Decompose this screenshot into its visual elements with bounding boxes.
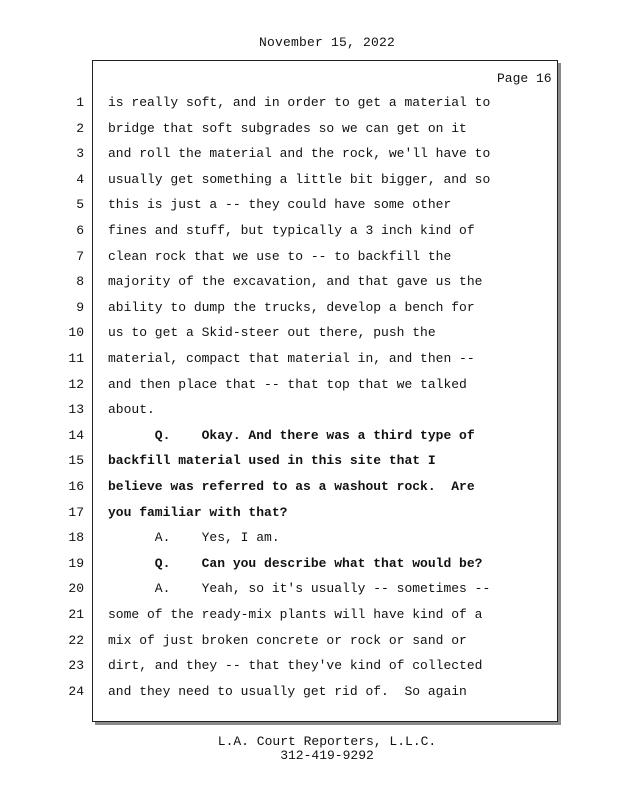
transcript-line: and then place that -- that top that we talked — [108, 377, 467, 392]
transcript-date: November 15, 2022 — [258, 35, 396, 50]
transcript-line: is really soft, and in order to get a material to — [108, 95, 491, 110]
footer-company: L.A. Court Reporters, L.L.C. — [217, 734, 437, 749]
transcript-line: fines and stuff, but typically a 3 inch kind of — [108, 223, 475, 238]
line-number: 1 — [76, 95, 84, 110]
line-number: 23 — [68, 658, 84, 673]
transcript-line: dirt, and they -- that they've kind of collected — [108, 658, 483, 673]
transcript-line: usually get something a little bit bigger, and so — [108, 172, 491, 187]
line-number: 7 — [76, 249, 84, 264]
transcript-question-line: believe was referred to as a washout rock. Are — [108, 479, 475, 494]
line-number: 2 — [76, 121, 84, 136]
page-number: Page 16 — [497, 71, 552, 86]
transcript-question-line: backfill material used in this site that I — [108, 453, 436, 468]
line-number: 22 — [68, 633, 84, 648]
line-number: 16 — [68, 479, 84, 494]
line-number: 5 — [76, 197, 84, 212]
line-number: 6 — [76, 223, 84, 238]
transcript-line: bridge that soft subgrades so we can get on it — [108, 121, 467, 136]
line-number: 19 — [68, 556, 84, 571]
transcript-question-line: Q. Okay. And there was a third type of — [108, 428, 475, 443]
transcript-line: A. Yeah, so it's usually -- sometimes -- — [108, 581, 491, 596]
transcript-line: some of the ready-mix plants will have kind of a — [108, 607, 483, 622]
transcript-line: A. Yes, I am. — [108, 530, 280, 545]
transcript-line: clean rock that we use to -- to backfill the — [108, 249, 452, 264]
line-number: 10 — [68, 325, 84, 340]
line-number: 3 — [76, 146, 84, 161]
transcript-line: ability to dump the trucks, develop a bench for — [108, 300, 475, 315]
line-number: 13 — [68, 402, 84, 417]
transcript-line: this is just a -- they could have some other — [108, 197, 452, 212]
transcript-line: mix of just broken concrete or rock or sand or — [108, 633, 467, 648]
line-number: 8 — [76, 274, 84, 289]
transcript-line: majority of the excavation, and that gave us the — [108, 274, 483, 289]
line-number: 14 — [68, 428, 84, 443]
line-number: 4 — [76, 172, 84, 187]
footer-phone: 312-419-9292 — [280, 748, 374, 763]
transcript-question-line: Q. Can you describe what that would be? — [108, 556, 483, 571]
line-number: 12 — [68, 377, 84, 392]
line-number: 15 — [68, 453, 84, 468]
line-number: 9 — [76, 300, 84, 315]
transcript-question-line: you familiar with that? — [108, 505, 288, 520]
line-number: 11 — [68, 351, 84, 366]
transcript-line: and they need to usually get rid of. So again — [108, 684, 467, 699]
transcript-line: about. — [108, 402, 155, 417]
line-number: 17 — [68, 505, 84, 520]
line-number: 21 — [68, 607, 84, 622]
line-number: 20 — [68, 581, 84, 596]
transcript-line: and roll the material and the rock, we'll have to — [108, 146, 491, 161]
line-number: 24 — [68, 684, 84, 699]
transcript-line: us to get a Skid-steer out there, push the — [108, 325, 436, 340]
line-number: 18 — [68, 530, 84, 545]
transcript-line: material, compact that material in, and then -- — [108, 351, 475, 366]
